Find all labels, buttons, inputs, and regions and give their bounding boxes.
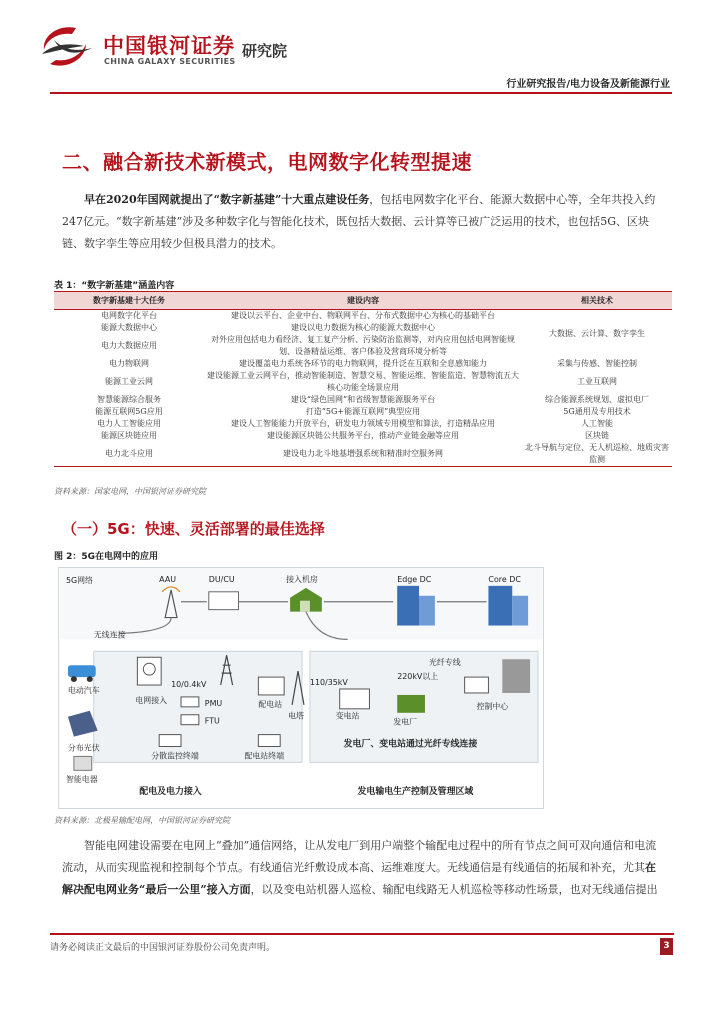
table-header-row bbox=[54, 292, 672, 310]
table-row bbox=[54, 430, 672, 442]
footer-disclaimer: 请务必阅读正文最后的中国银河证券股份公司免责声明。 bbox=[50, 943, 276, 953]
task-cell: 电网数字化平台 bbox=[101, 311, 157, 320]
label-monitor: 分散监控终端 bbox=[151, 751, 199, 761]
label-pv: 分布光伏 bbox=[67, 743, 100, 753]
label-fiber: 光纤专线 bbox=[428, 658, 461, 668]
body-paragraph bbox=[62, 835, 658, 901]
content-cell: 建设以云平台、企业中台、物联网平台、分布式数据中心为核心的基础平台 bbox=[231, 311, 495, 320]
task-cell: 电力物联网 bbox=[109, 359, 149, 368]
label-5g-network: 5G网络 bbox=[65, 575, 93, 585]
table-row bbox=[54, 418, 672, 430]
distribution-station-icon bbox=[258, 677, 284, 695]
subsection-title: （一）5G：快速、灵活部署的最佳选择 bbox=[62, 520, 325, 538]
label-pmu: PMU bbox=[204, 698, 223, 708]
label-10kv: 10/0.4kV bbox=[171, 680, 207, 690]
content-cell: 打造“5G+能源互联网”典型应用 bbox=[305, 407, 421, 416]
table-row bbox=[54, 310, 672, 323]
task-cell: 电力人工智能应用 bbox=[97, 419, 161, 428]
label-distribution-station: 配电站 bbox=[258, 699, 283, 709]
label-110kv: 110/35kV bbox=[309, 678, 348, 688]
table-row bbox=[54, 358, 672, 370]
label-core-dc: Core DC bbox=[488, 574, 521, 584]
dist-terminal-icon bbox=[258, 735, 280, 747]
tech-cell: 人工智能 bbox=[581, 419, 613, 428]
label-control-center: 控制中心 bbox=[476, 701, 509, 711]
header-divider bbox=[50, 92, 672, 94]
brand-name-en: CHINA GALAXY SECURITIES bbox=[104, 57, 236, 66]
table-source: 资料来源：国家电网，中国银河证券研究院 bbox=[54, 487, 206, 496]
label-dist-terminal: 配电站终端 bbox=[244, 751, 285, 761]
content-cell: 对外应用包括电力看经济、复工复产分析、污染防治监测等，对内应用包括电网智能规划、设备精益运维、客户体验及营商环境分析等 bbox=[211, 335, 515, 356]
tech-cell: 综合能源系统规划、虚拟电厂 bbox=[545, 395, 649, 404]
content-cell: 建设覆盖电力系统各环节的电力物联网，提升泛在互联和全息感知能力 bbox=[239, 359, 487, 368]
intro-rest: ，包括电网数字化平台、能源大数据中心等，全年共投入约247亿元。“数字新基建”涉及多种数字化与智能化技术，既包括大数据、云计算等已被广泛运用的技术，也包括5G、区块链、数字孪生等应用较少但极具潜力的技术。 bbox=[62, 193, 656, 250]
body-text-c: ，以及变电站机器人巡检、输配电线路无人机巡检等移动性场景，也对无线通信提出 bbox=[250, 883, 658, 896]
task-cell: 能源区块链应用 bbox=[101, 431, 157, 440]
tech-cell: 大数据、云计算、数字孪生 bbox=[549, 329, 645, 338]
table-header: 建设内容 bbox=[204, 292, 522, 310]
galaxy-logo-icon bbox=[36, 24, 98, 70]
label-220kv: 220kV以上 bbox=[397, 672, 439, 682]
table-row bbox=[54, 370, 672, 394]
tech-cell: 北斗导航与定位、无人机巡检、地质灾害监测 bbox=[522, 442, 672, 467]
label-ev: 电动汽车 bbox=[67, 685, 100, 695]
intro-paragraph bbox=[62, 189, 658, 255]
task-cell: 能源工业云网 bbox=[105, 377, 153, 386]
tech-cell: 采集与传感、智能控制 bbox=[557, 359, 637, 368]
figure-source: 资料来源：北极星输配电网，中国银河证券研究院 bbox=[54, 816, 230, 825]
label-appliance: 智能电器 bbox=[65, 775, 98, 785]
brand-institute: 研究院 bbox=[242, 42, 288, 60]
content-cell: 建设能源区块链公共服务平台，推动产业链金融等应用 bbox=[267, 431, 459, 440]
digital-infra-table bbox=[54, 291, 672, 467]
task-cell: 智慧能源综合服务 bbox=[97, 395, 161, 404]
table-row bbox=[54, 406, 672, 418]
label-tower: 电塔 bbox=[288, 711, 304, 721]
label-ftu: FTU bbox=[204, 716, 220, 726]
header-category: 行业研究报告/电力设备及新能源行业 bbox=[506, 79, 670, 90]
content-cell: 建设人工智能能力开放平台，研发电力领域专用模型和算法，打造精品应用 bbox=[231, 419, 495, 428]
grid-meter-icon bbox=[137, 657, 161, 685]
page-number: 3 bbox=[660, 938, 673, 955]
tech-cell: 区块链 bbox=[585, 431, 609, 440]
tech-cell: 工业互联网 bbox=[577, 377, 617, 386]
table-title: 表 1：“数字新基建”涵盖内容 bbox=[54, 281, 175, 291]
section-title: 二、融合新技术新模式，电网数字化转型提速 bbox=[62, 150, 472, 174]
table-header: 数字新基建十大任务 bbox=[54, 292, 204, 310]
content-cell: 建设电力北斗地基增强系统和精准时空服务网 bbox=[204, 442, 522, 467]
label-ducu: DU/CU bbox=[208, 574, 235, 584]
label-area-right: 发电输电生产控制及管理区域 bbox=[357, 787, 474, 798]
label-access-room: 接入机房 bbox=[286, 574, 318, 584]
brand-name-cn: 中国银河证券 bbox=[103, 34, 235, 58]
power-plant-icon bbox=[397, 695, 425, 713]
pmu-device-icon bbox=[181, 697, 199, 707]
monitor-terminal-icon bbox=[159, 735, 181, 747]
content-cell: 建设能源工业云网平台，推动智能制造、智慧交易、智能运维、智能监造、智慧物流五大核心功能全场景应用 bbox=[207, 371, 519, 392]
5g-grid-diagram bbox=[58, 567, 544, 809]
label-grid-access: 电网接入 bbox=[135, 695, 168, 705]
ducu-box-icon bbox=[209, 592, 239, 610]
content-cell: 建设“绿色国网”和省级智慧能源服务平台 bbox=[290, 395, 436, 404]
content-cell: 建设以电力数据为核心的能源大数据中心 bbox=[291, 323, 435, 332]
label-substation: 变电站 bbox=[335, 711, 360, 721]
label-power-plant: 发电厂 bbox=[393, 717, 418, 727]
task-cell: 电力大数据应用 bbox=[101, 341, 157, 350]
appliance-icon bbox=[74, 756, 92, 770]
task-cell: 能源互联网5G应用 bbox=[95, 407, 163, 416]
substation-icon bbox=[340, 689, 370, 709]
ftu-device-icon bbox=[181, 715, 199, 725]
tech-cell: 5G通用及专用技术 bbox=[563, 407, 631, 416]
table-row bbox=[54, 442, 672, 467]
figure-title: 图 2：5G在电网中的应用 bbox=[54, 552, 159, 562]
ev-car-icon bbox=[68, 665, 96, 682]
footer-divider bbox=[50, 933, 674, 935]
label-plant-fiber: 发电厂、变电站通过光纤专线连接 bbox=[343, 739, 478, 750]
body-text-a: 智能电网建设需要在电网上“叠加”通信网络，让从发电厂到用户端整个输配电过程中的所有节点之间可双向通信和电流流动，从而实现监视和控制每个节点。有线通信光纤敷设成本高、运维难度大。无线通信是有线通信的拓展和补充，尤其 bbox=[62, 839, 657, 874]
label-area-left: 配电及电力接入 bbox=[139, 787, 202, 798]
task-cell: 电力北斗应用 bbox=[54, 442, 204, 467]
table-header: 相关技术 bbox=[522, 292, 672, 310]
label-wireless: 无线连接 bbox=[93, 630, 126, 640]
task-cell: 能源大数据中心 bbox=[101, 323, 157, 332]
table-row bbox=[54, 394, 672, 406]
label-aau: AAU bbox=[159, 574, 177, 584]
intro-lead: 早在2020年国网就提出了“数字新基建”十大重点建设任务 bbox=[84, 193, 370, 206]
body-text-emphasis: 在解决配电网业务“最后一公里”接入方面 bbox=[62, 861, 656, 896]
label-edge-dc: Edge DC bbox=[397, 574, 432, 584]
